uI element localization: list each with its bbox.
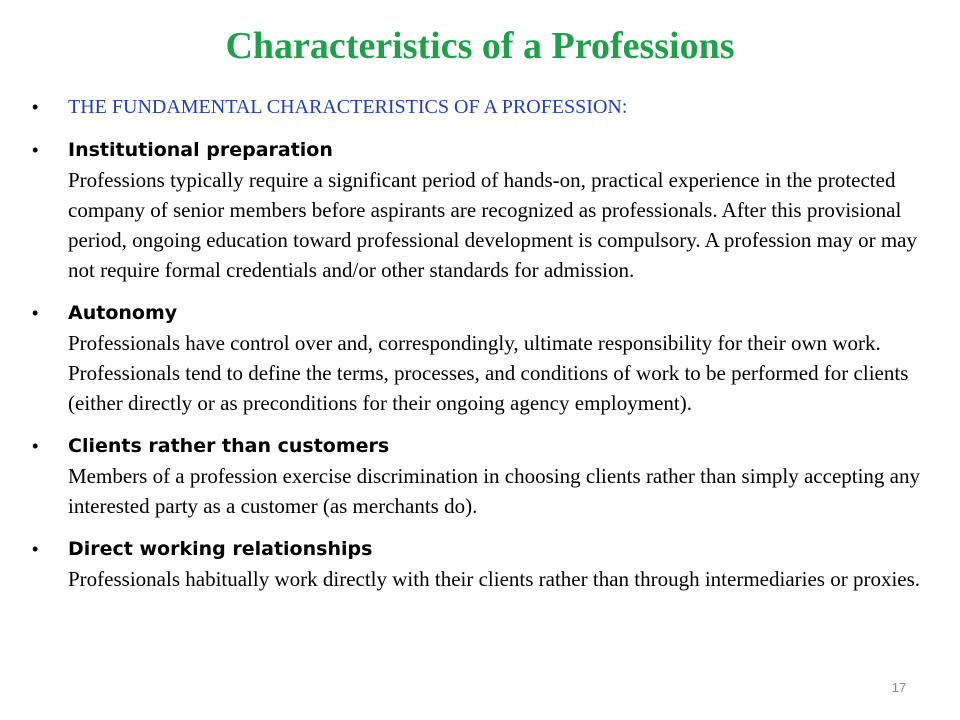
bullet-marker: • — [32, 303, 39, 323]
item-body: Professionals have control over and, correspondingly, ultimate responsibility for their own work. Professionals tend to define the terms, processes, and conditions of work to be performed for clients (either directly or as preconditions for their ongoing agency employment). — [68, 331, 909, 415]
bullet-marker: • — [32, 436, 39, 456]
item-heading: Clients rather than customers — [68, 435, 390, 457]
slide-number: 17 — [891, 680, 907, 695]
item-body: Professions typically require a significant period of hands-on, practical experience in the protected company of senior members before aspirants are recognized as professionals. After this provisional period, ongoing education toward professional development is compulsory. A profession may or may not require formal credentials and/or other standards for admission. — [68, 168, 917, 282]
item-heading: Autonomy — [68, 302, 178, 324]
bullet-list — [30, 92, 935, 607]
bullet-item-clients-rather-than-customers — [30, 431, 935, 521]
bullet-marker: • — [32, 539, 39, 559]
intro-text: THE FUNDAMENTAL CHARACTERISTICS OF A PROFESSION: — [68, 96, 628, 118]
item-body: Members of a profession exercise discrimination in choosing clients rather than simply accepting any interested party as a customer (as merchants do). — [68, 464, 921, 518]
item-heading: Institutional preparation — [68, 139, 333, 161]
bullet-marker: • — [32, 97, 39, 117]
item-heading: Direct working relationships — [68, 538, 373, 560]
bullet-item-autonomy — [30, 298, 935, 418]
item-body: Professionals habitually work directly with their clients rather than through intermediaries or proxies. — [68, 567, 921, 591]
bullet-item-institutional-preparation — [30, 135, 935, 285]
slide-title: Characteristics of a Professions — [225, 25, 735, 67]
bullet-marker: • — [32, 140, 39, 160]
bullet-item-direct-working-relationships — [30, 534, 935, 594]
intro-bullet — [30, 92, 935, 122]
